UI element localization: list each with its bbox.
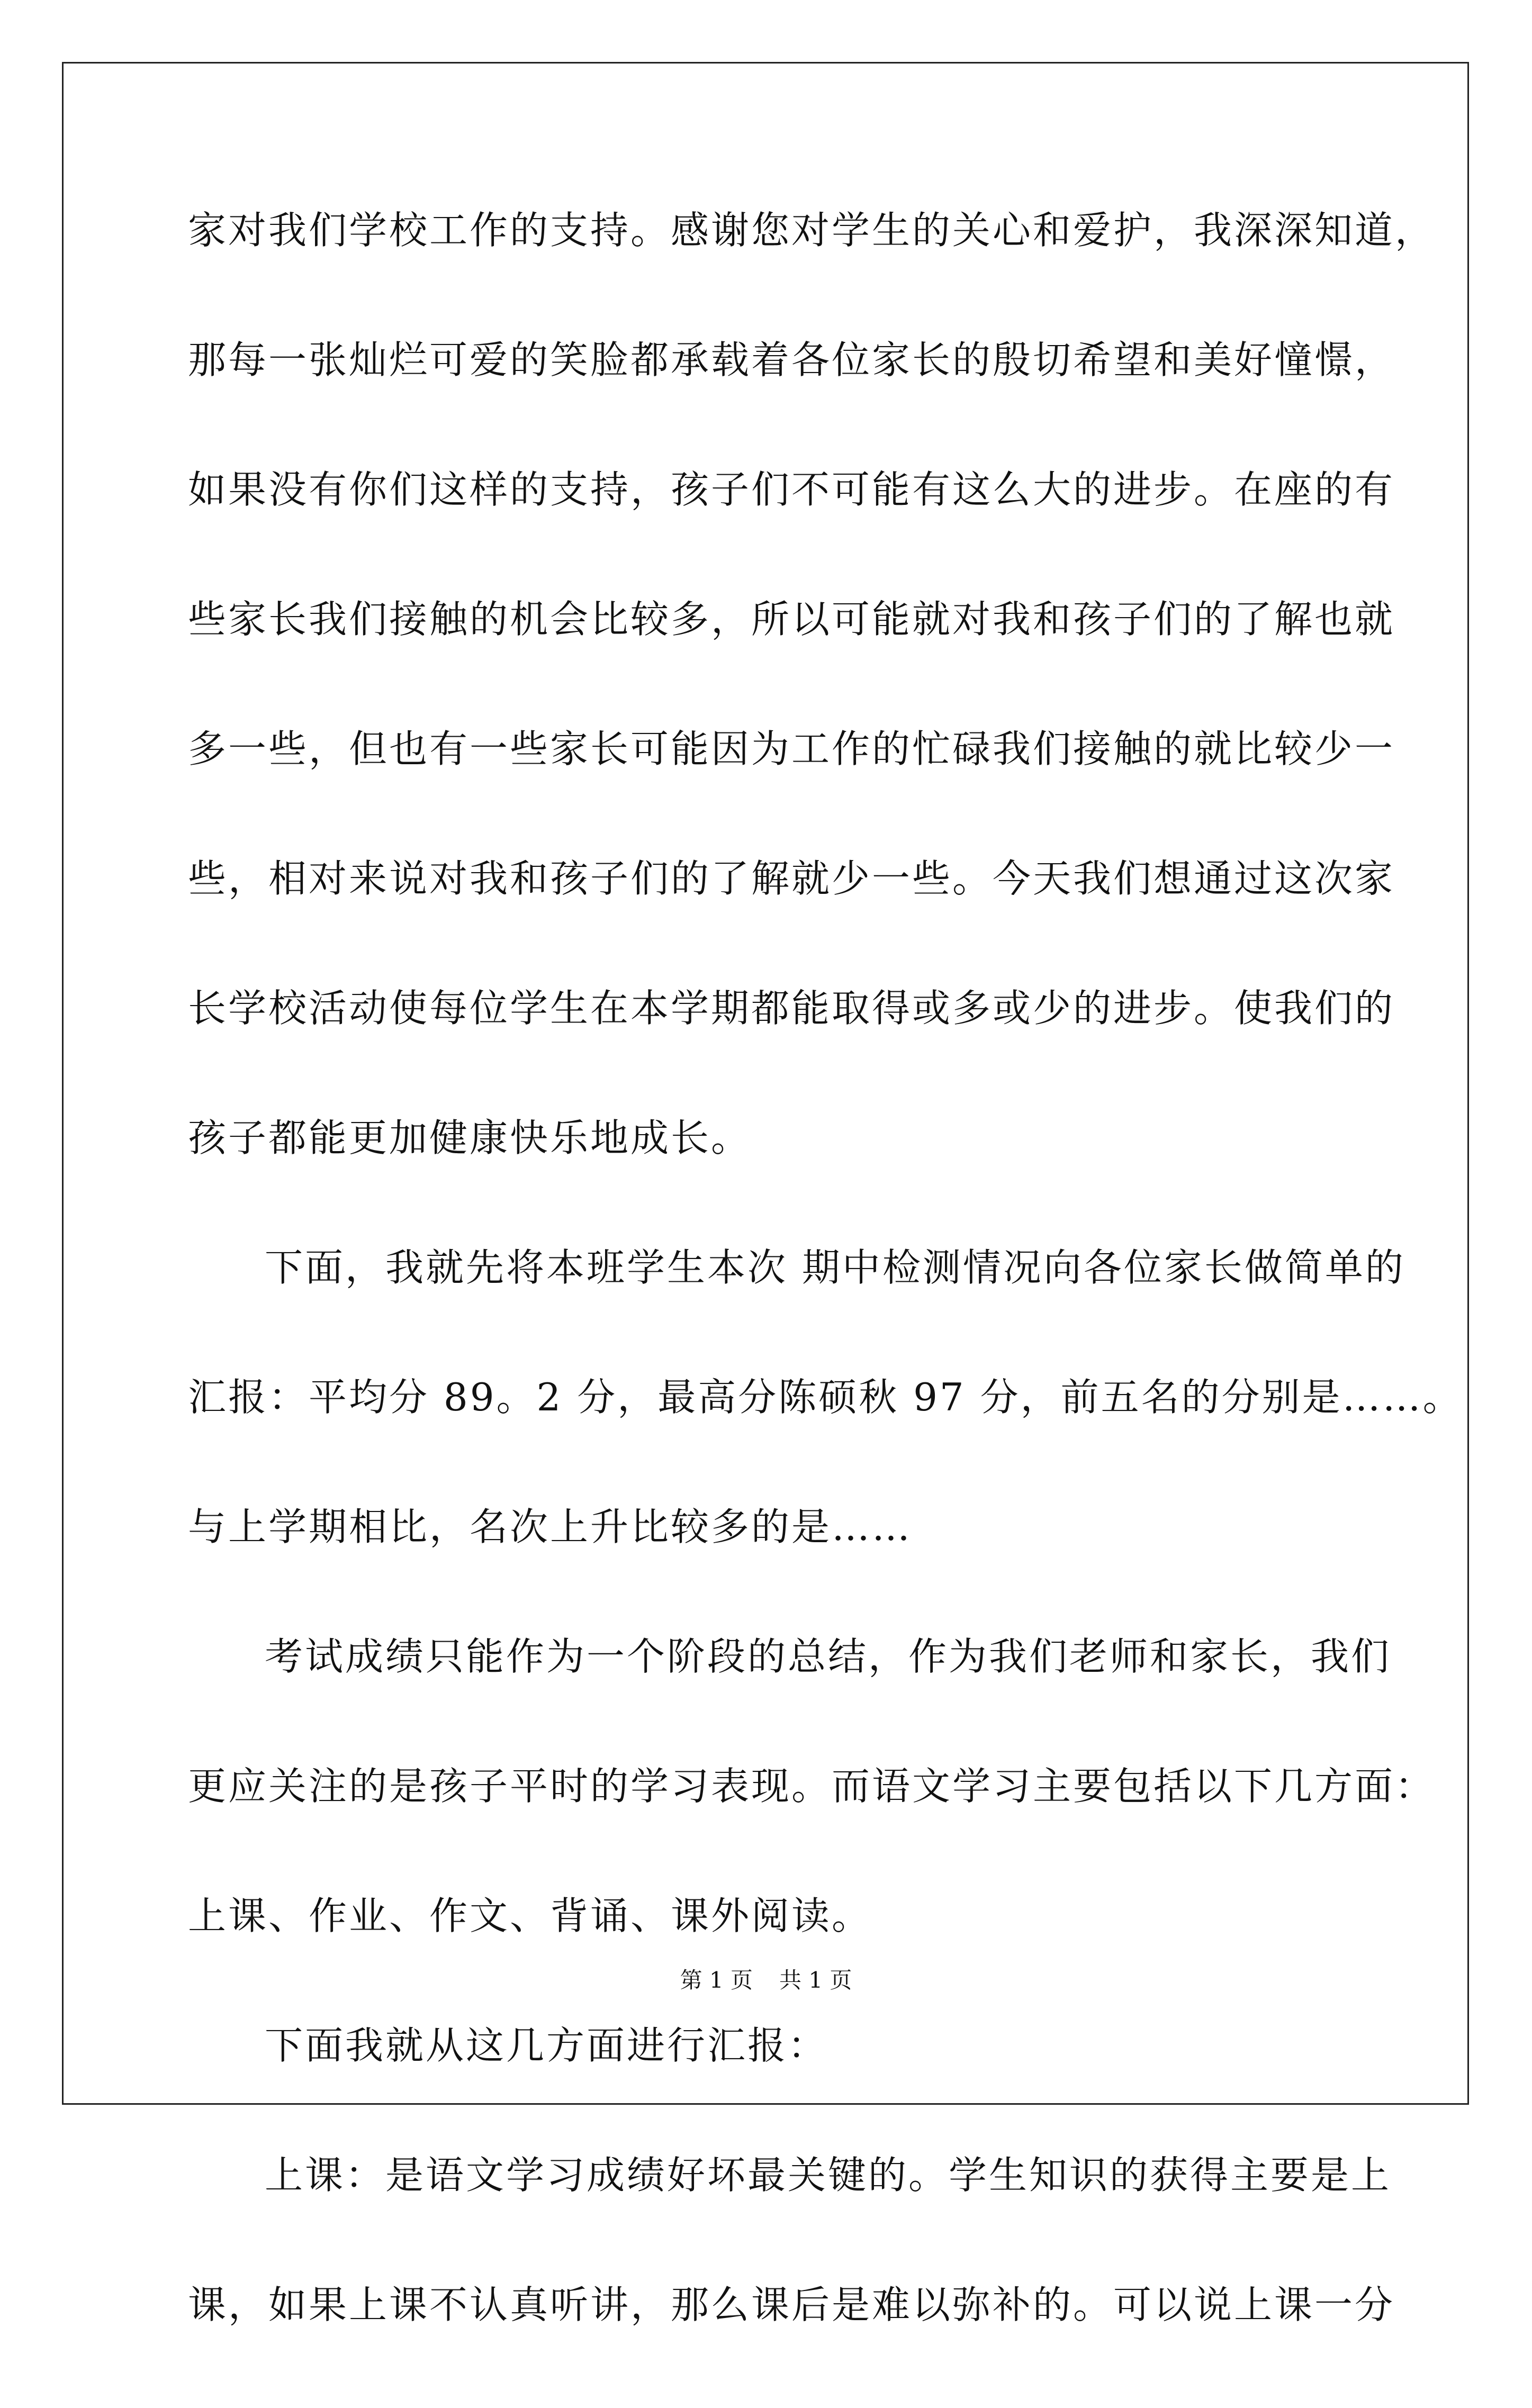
text-line: 下面我就从这几方面进行汇报： — [265, 2023, 828, 2068]
text-line: 汇报：平均分 89。2 分，最高分陈硕秋 97 分，前五名的分别是……。 — [188, 1375, 1463, 1419]
text-line: 与上学期相比，名次上升比较多的是…… — [188, 1505, 913, 1549]
text-line: 考试成绩只能作为一个阶段的总结，作为我们老师和家长，我们 — [265, 1634, 1392, 1679]
page-footer — [0, 1965, 1532, 1996]
document-body — [188, 204, 1463, 2408]
page-number: 第 1 页 — [680, 1967, 753, 1993]
text-line: 上课、作业、作文、背诵、课外阅读。 — [188, 1894, 872, 1938]
text-line: 那每一张灿烂可爱的笑脸都承载着各位家长的殷切希望和美好憧憬， — [188, 338, 1395, 382]
text-line: 长学校活动使每位学生在本学期都能取得或多或少的进步。使我们的 — [188, 986, 1395, 1030]
text-line: 更应关注的是孩子平时的学习表现。而语文学习主要包括以下几方面： — [188, 1764, 1436, 1808]
page-total: 共 1 页 — [779, 1967, 852, 1993]
text-line: 课，如果上课不认真听讲，那么课后是难以弥补的。可以说上课一分 — [188, 2283, 1395, 2327]
text-line: 些家长我们接触的机会比较多，所以可能就对我和孩子们的了解也就 — [188, 597, 1395, 641]
text-line: 家对我们学校工作的支持。感谢您对学生的关心和爱护，我深深知道， — [188, 208, 1436, 252]
text-line: 孩子都能更加健康快乐地成长。 — [188, 1116, 752, 1160]
text-line: 上课：是语文学习成绩好坏最关键的。学生知识的获得主要是上 — [265, 2153, 1392, 2197]
text-line: 多一些，但也有一些家长可能因为工作的忙碌我们接触的就比较少一 — [188, 727, 1395, 771]
text-line: 下面，我就先将本班学生本次 期中检测情况向各位家长做简单的 — [265, 1245, 1405, 1290]
text-line: 些，相对来说对我和孩子们的了解就少一些。今天我们想通过这次家 — [188, 856, 1395, 901]
text-line: 如果没有你们这样的支持，孩子们不可能有这么大的进步。在座的有 — [188, 467, 1395, 512]
